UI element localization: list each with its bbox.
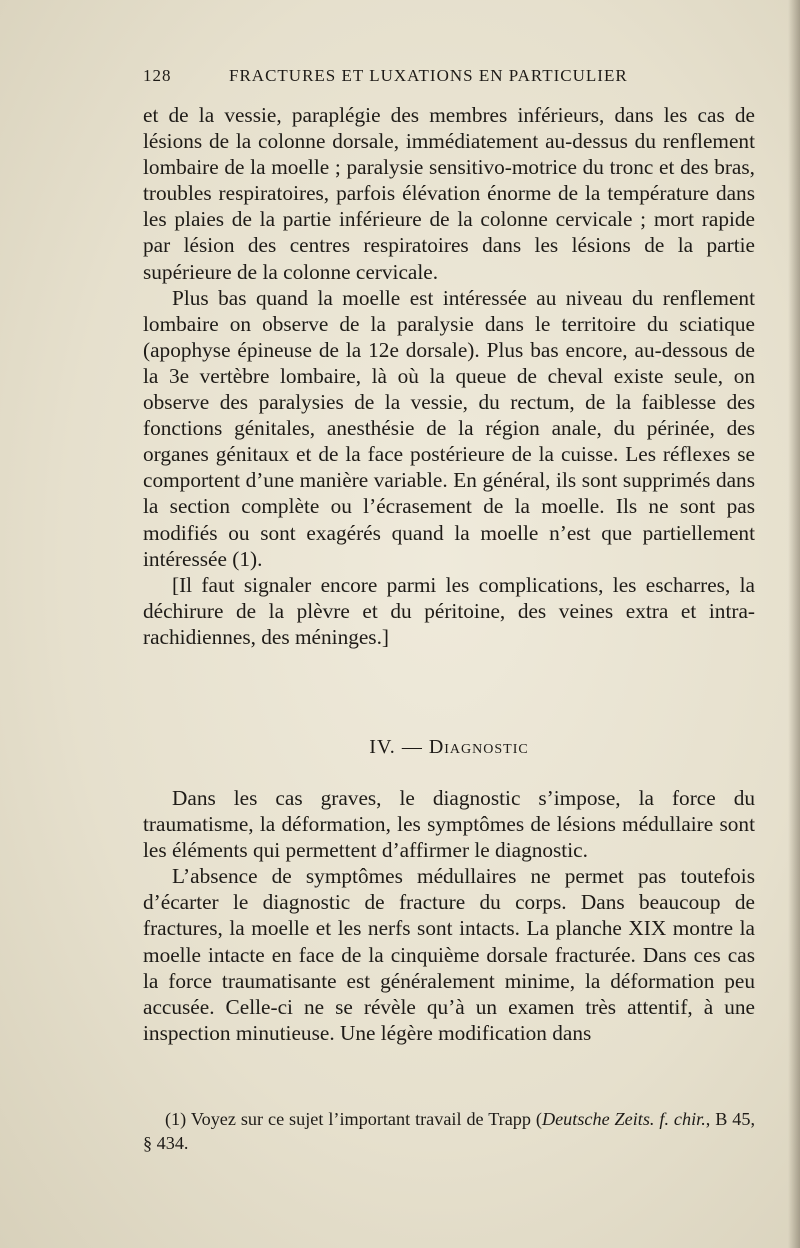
footnote-text-after: , B 45, § 434.: [143, 1109, 755, 1153]
paragraph: Plus bas quand la moelle est intéressée au niveau du renflement lombaire on observe de la paralysie dans le territoire du sciatique (apophyse épineuse de la 12e dorsale). Plus bas encore, au-dessous de la 3e vertèbre lombaire, là où la queue de cheval existe seule, on observe des paralysies de la vessie, du rectum, de la faiblesse des fonctions génitales, anesthésie de la région anale, du périnée, des organes génitaux et de la face postérieure de la cuisse. Les réflexes se comportent d’une manière variable. En général, ils sont supprimés dans la section complète ou l’écrasement de la moelle. Ils ne sont pas modifiés ou sont exagérés quand la moelle n’est que partiellement intéressée (1).: [143, 285, 755, 571]
page-edge-shadow: [788, 0, 800, 1248]
section-dash: —: [401, 736, 423, 758]
footnote-marker: (1): [165, 1109, 187, 1129]
paragraph: [Il faut signaler encore parmi les complications, les escharres, la déchirure de la plèvre et du péritoine, des veines extra et intra-rachidiennes, des méninges.]: [143, 572, 755, 649]
body-text-bottom: [143, 785, 755, 1046]
footnote-text-before: Voyez sur ce sujet l’important travail de Trapp (: [190, 1109, 542, 1129]
section-number: IV.: [369, 736, 396, 758]
body-text-top: [143, 102, 755, 650]
section-title: Diagnostic: [428, 736, 529, 758]
paragraph: L’absence de symptômes médullaires ne permet pas toutefois d’écarter le diagnostic de fracture du corps. Dans beaucoup de fractures, la moelle et les nerfs sont intacts. La planche XIX montre la moelle intacte en face de la cinquième dorsale fracturée. Dans ces cas la force traumatisante est généralement minime, la déformation peu accusée. Celle-ci ne se révèle qu’à un examen très attentif, à une inspection minutieuse. Une légère modification dans: [143, 864, 755, 1045]
footnote-journal: Deutsche Zeits. f. chir.: [541, 1109, 706, 1129]
section-heading: [143, 736, 755, 759]
paragraph: Dans les cas graves, le diagnostic s’impose, la force du traumatisme, la déformation, les symptômes de lésions médullaire sont les éléments qui permettent d’affirmer le diagnostic.: [143, 786, 755, 863]
running-title: FRACTURES ET LUXATIONS EN PARTICULIER: [229, 66, 628, 85]
page-number: 128: [143, 66, 172, 85]
paragraph: et de la vessie, paraplégie des membres inférieurs, dans les cas de lésions de la colonne dorsale, immédiatement au-dessus du renflement lombaire de la moelle ; paralysie sensitivo-motrice du tronc et des bras, troubles respiratoires, parfois élévation énorme de la température dans les plaies de la partie inférieure de la colonne cervicale ; mort rapide par lésion des centres respiratoires dans les lésions de la partie supérieure de la colonne cervicale.: [143, 103, 755, 284]
footnote: [143, 1108, 755, 1155]
